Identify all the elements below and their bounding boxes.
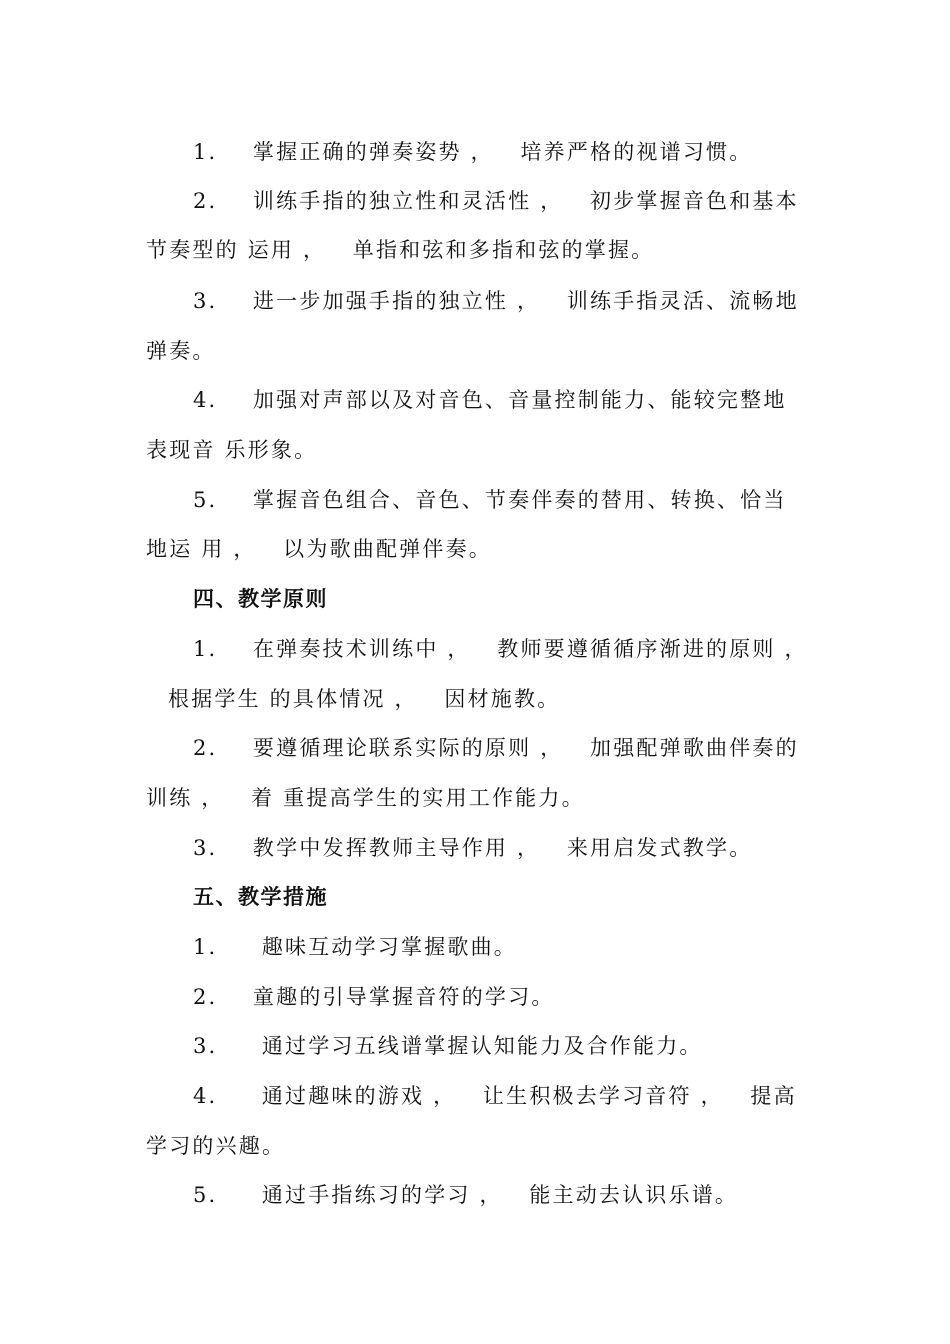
list-item-2-continuation: 节奏型的 运用 ， 单指和弦和多指和弦的掌握。	[146, 238, 655, 262]
measure-item-1-line: 1. 趣味互动学习掌握歌曲。	[193, 935, 518, 959]
measure-item-3-line: 3. 通过学习五线谱掌握认知能力及合作能力。	[193, 1034, 703, 1058]
list-item-1-line: 1. 掌握正确的弹奏姿势 ， 培养严格的视谱习惯。	[193, 140, 753, 164]
list-item-3-continuation: 弹奏。	[146, 339, 216, 363]
principle-item-2-line: 2. 要遵循理论联系实际的原则 ， 加强配弹歌曲伴奏的	[193, 736, 799, 760]
measure-item-2-line: 2. 童趣的引导掌握音符的学习。	[193, 985, 555, 1009]
section-heading-teaching-principles: 四、教学原则	[193, 587, 328, 611]
principle-item-1-line: 1. 在弹奏技术训练中 ， 教师要遵循循序渐进的原则 ，	[193, 637, 808, 661]
list-item-2-line: 2. 训练手指的独立性和灵活性 ， 初步掌握音色和基本	[193, 189, 799, 213]
principle-item-1-continuation: 根据学生 的具体情况 ， 因材施教。	[168, 687, 561, 711]
principle-item-2-continuation: 训练 ， 着 重提高学生的实用工作能力。	[146, 786, 585, 810]
list-item-5-continuation: 地运 用 ， 以为歌曲配弹伴奏。	[146, 537, 492, 561]
section-heading-teaching-measures: 五、教学措施	[193, 885, 328, 909]
list-item-4-line: 4. 加强对声部以及对音色、音量控制能力、能较完整地	[193, 388, 787, 412]
list-item-5-line: 5. 掌握音色组合、音色、节奏伴奏的替用、转换、恰当	[193, 488, 787, 512]
principle-item-3-line: 3. 教学中发挥教师主导作用 ， 来用启发式教学。	[193, 836, 753, 860]
measure-item-4-line: 4. 通过趣味的游戏 ， 让生积极去学习音符 ， 提高	[193, 1084, 797, 1108]
list-item-4-continuation: 表现音 乐形象。	[146, 438, 318, 462]
measure-item-5-line: 5. 通过手指练习的学习 ， 能主动去认识乐谱。	[193, 1183, 739, 1207]
list-item-3-line: 3. 进一步加强手指的独立性 ， 训练手指灵活、流畅地	[193, 289, 799, 313]
measure-item-4-continuation: 学习的兴趣。	[146, 1134, 286, 1158]
